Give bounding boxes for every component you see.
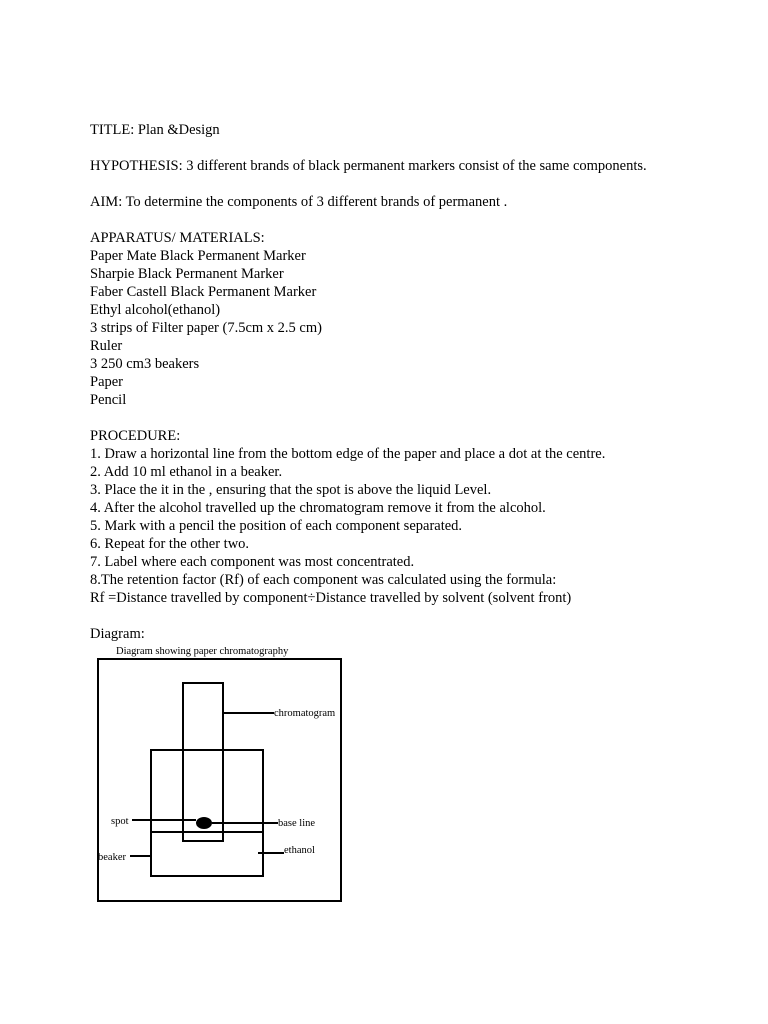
diagram-svg [94, 643, 354, 908]
procedure-step: 8.The retention factor (Rf) of each component was calculated using the formula: [90, 572, 557, 588]
procedure-step: 4. After the alcohol travelled up the chromatogram remove it from the alcohol. [90, 500, 546, 516]
apparatus-item: 3 250 cm3 beakers [90, 356, 200, 372]
document-body [90, 121, 730, 643]
apparatus-item: 3 strips of Filter paper (7.5cm x 2.5 cm) [90, 320, 322, 336]
apparatus-item: Sharpie Black Permanent Marker [90, 266, 284, 282]
apparatus-item: Paper Mate Black Permanent Marker [90, 248, 306, 264]
spot-label: spot [111, 816, 129, 827]
procedure-step: 6. Repeat for the other two. [90, 536, 250, 552]
apparatus-heading: APPARATUS/ MATERIALS: [90, 230, 265, 246]
apparatus-item: Faber Castell Black Permanent Marker [90, 284, 317, 300]
procedure-heading: PROCEDURE: [90, 428, 181, 444]
apparatus-item: Pencil [90, 392, 127, 408]
diagram-frame [98, 659, 341, 901]
hypothesis-line: HYPOTHESIS: 3 different brands of black permanent markers consist of the same components. [90, 158, 647, 174]
ethanol-label: ethanol [284, 845, 315, 856]
apparatus-item: Paper [90, 374, 124, 390]
procedure-formula: Rf =Distance travelled by component÷Distance travelled by solvent (solvent front) [90, 590, 572, 606]
procedure-step: 7. Label where each component was most concentrated. [90, 554, 415, 570]
procedure-step: 3. Place the it in the , ensuring that the spot is above the liquid Level. [90, 482, 492, 498]
aim-line: AIM: To determine the components of 3 different brands of permanent . [90, 194, 508, 210]
procedure-step: 5. Mark with a pencil the position of each component separated. [90, 518, 463, 534]
procedure-step: 2. Add 10 ml ethanol in a beaker. [90, 464, 283, 480]
title-line: TITLE: Plan &Design [90, 122, 220, 138]
chromatogram-label: chromatogram [274, 708, 336, 719]
base-line-label: base line [278, 818, 316, 829]
apparatus-item: Ethyl alcohol(ethanol) [90, 302, 221, 318]
spot-dot [196, 817, 212, 829]
apparatus-item: Ruler [90, 338, 123, 354]
diagram-caption: Diagram showing paper chromatography [116, 646, 289, 657]
procedure-list [90, 445, 730, 607]
apparatus-list [90, 247, 730, 409]
procedure-step: 1. Draw a horizontal line from the bottom edge of the paper and place a dot at the centre. [90, 446, 606, 462]
diagram-heading: Diagram: [90, 626, 145, 642]
beaker-label: beaker [98, 852, 126, 863]
beaker-outline [151, 750, 263, 876]
chromatography-diagram [94, 643, 354, 908]
